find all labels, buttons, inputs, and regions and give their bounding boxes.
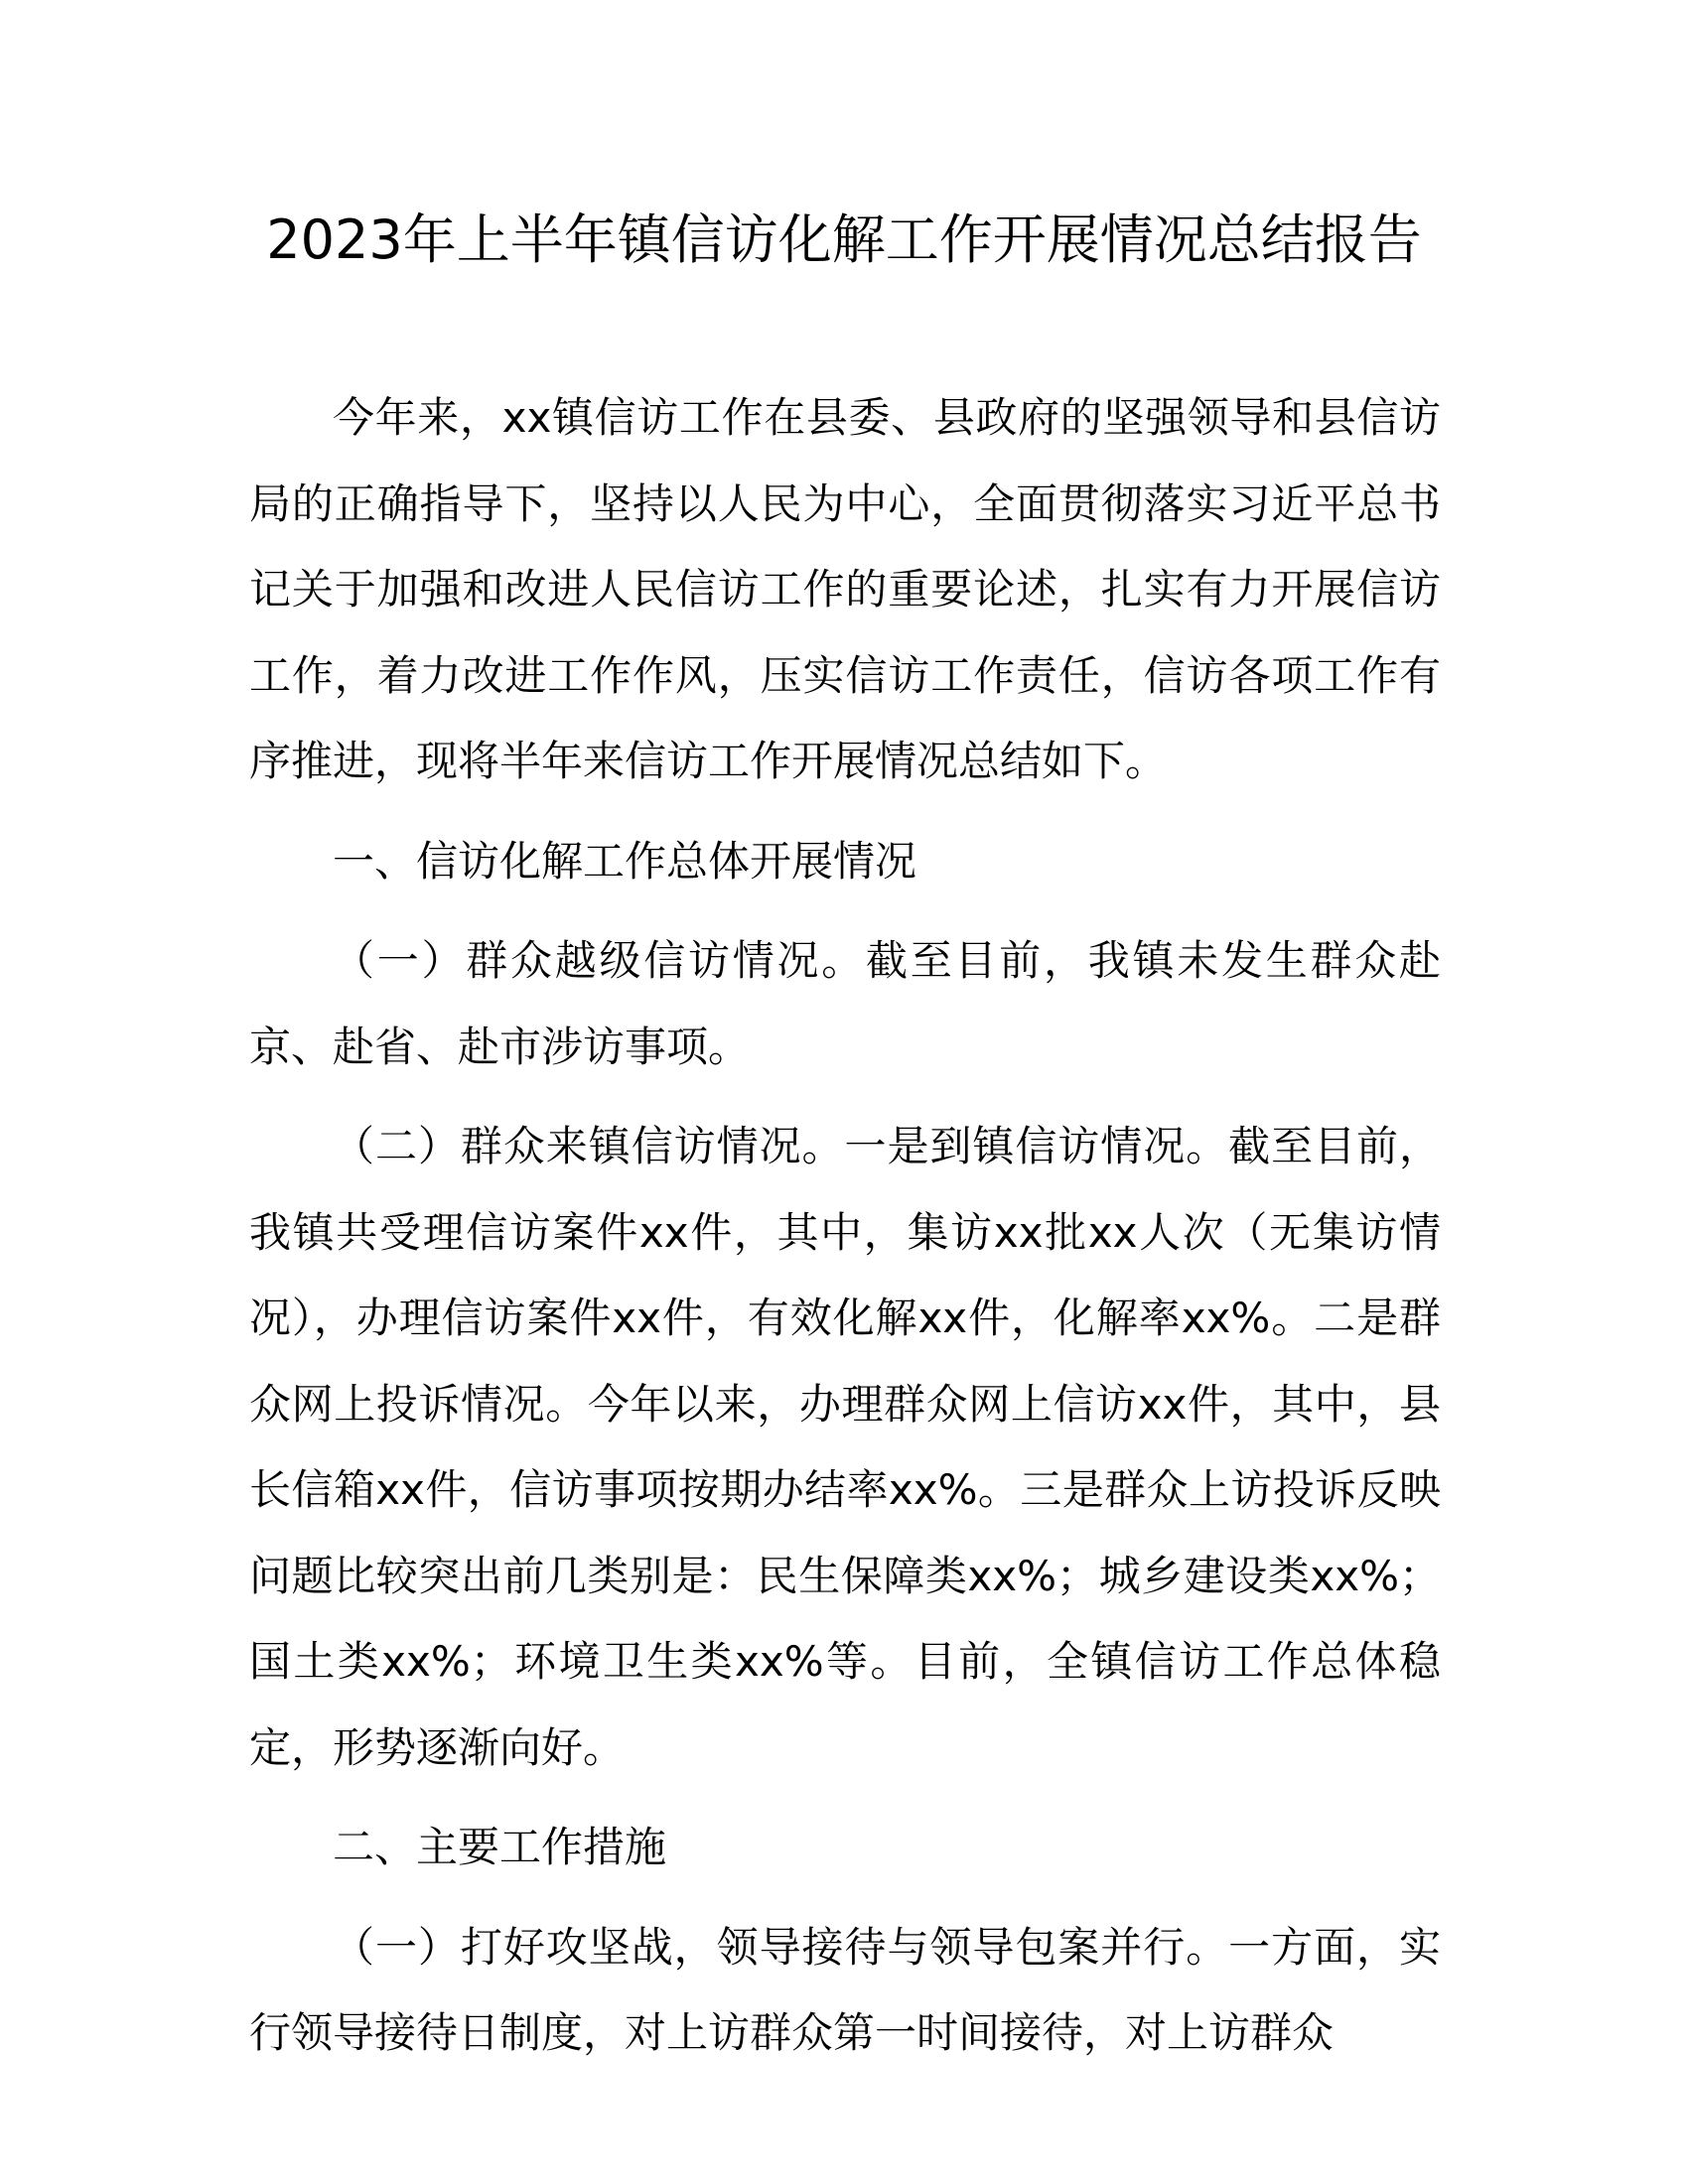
document-body xyxy=(249,375,1441,2077)
section-heading-2: 二、主要工作措施 xyxy=(333,1823,667,1871)
section-heading-1: 一、信访化解工作总体开展情况 xyxy=(333,836,917,886)
subsection-paragraph-2-1: （一）打好攻坚战，领导接待与领导包案并行。一方面，实行领导接待日制度，对上访群众第一时间接待，对上访群众 xyxy=(249,1922,1441,2057)
subsection-paragraph-1-1: （一）群众越级信访情况。截至目前，我镇未发生群众赴京、赴省、赴市涉访事项。 xyxy=(249,936,1441,1071)
subsection-paragraph-1-2: （二）群众来镇信访情况。一是到镇信访情况。截至目前，我镇共受理信访案件xx件，其中，集访xx批xx人次（无集访情况），办理信访案件xx件，有效化解xx件，化解率xx%。二是群众网上投诉情况。今年以来，办理群众网上信访xx件，其中，县长信箱xx件，信访事项按期办结率xx%。三是群众上访投诉反映问题比较突出前几类别是：民生保障类xx%；城乡建设类xx%；国土类xx%；环境卫生类xx%等。目前，全镇信访工作总体稳定，形势逐渐向好。 xyxy=(249,1122,1441,1772)
intro-paragraph: 今年来，xx镇信访工作在县委、县政府的坚强领导和县信访局的正确指导下，坚持以人民为中心，全面贯彻落实习近平总书记关于加强和改进人民信访工作的重要论述，扎实有力开展信访工作，着力改进工作作风，压实信访工作责任，信访各项工作有序推进，现将半年来信访工作开展情况总结如下。 xyxy=(249,393,1441,785)
document-title: 2023年上半年镇信访化解工作开展情况总结报告 xyxy=(266,208,1422,271)
